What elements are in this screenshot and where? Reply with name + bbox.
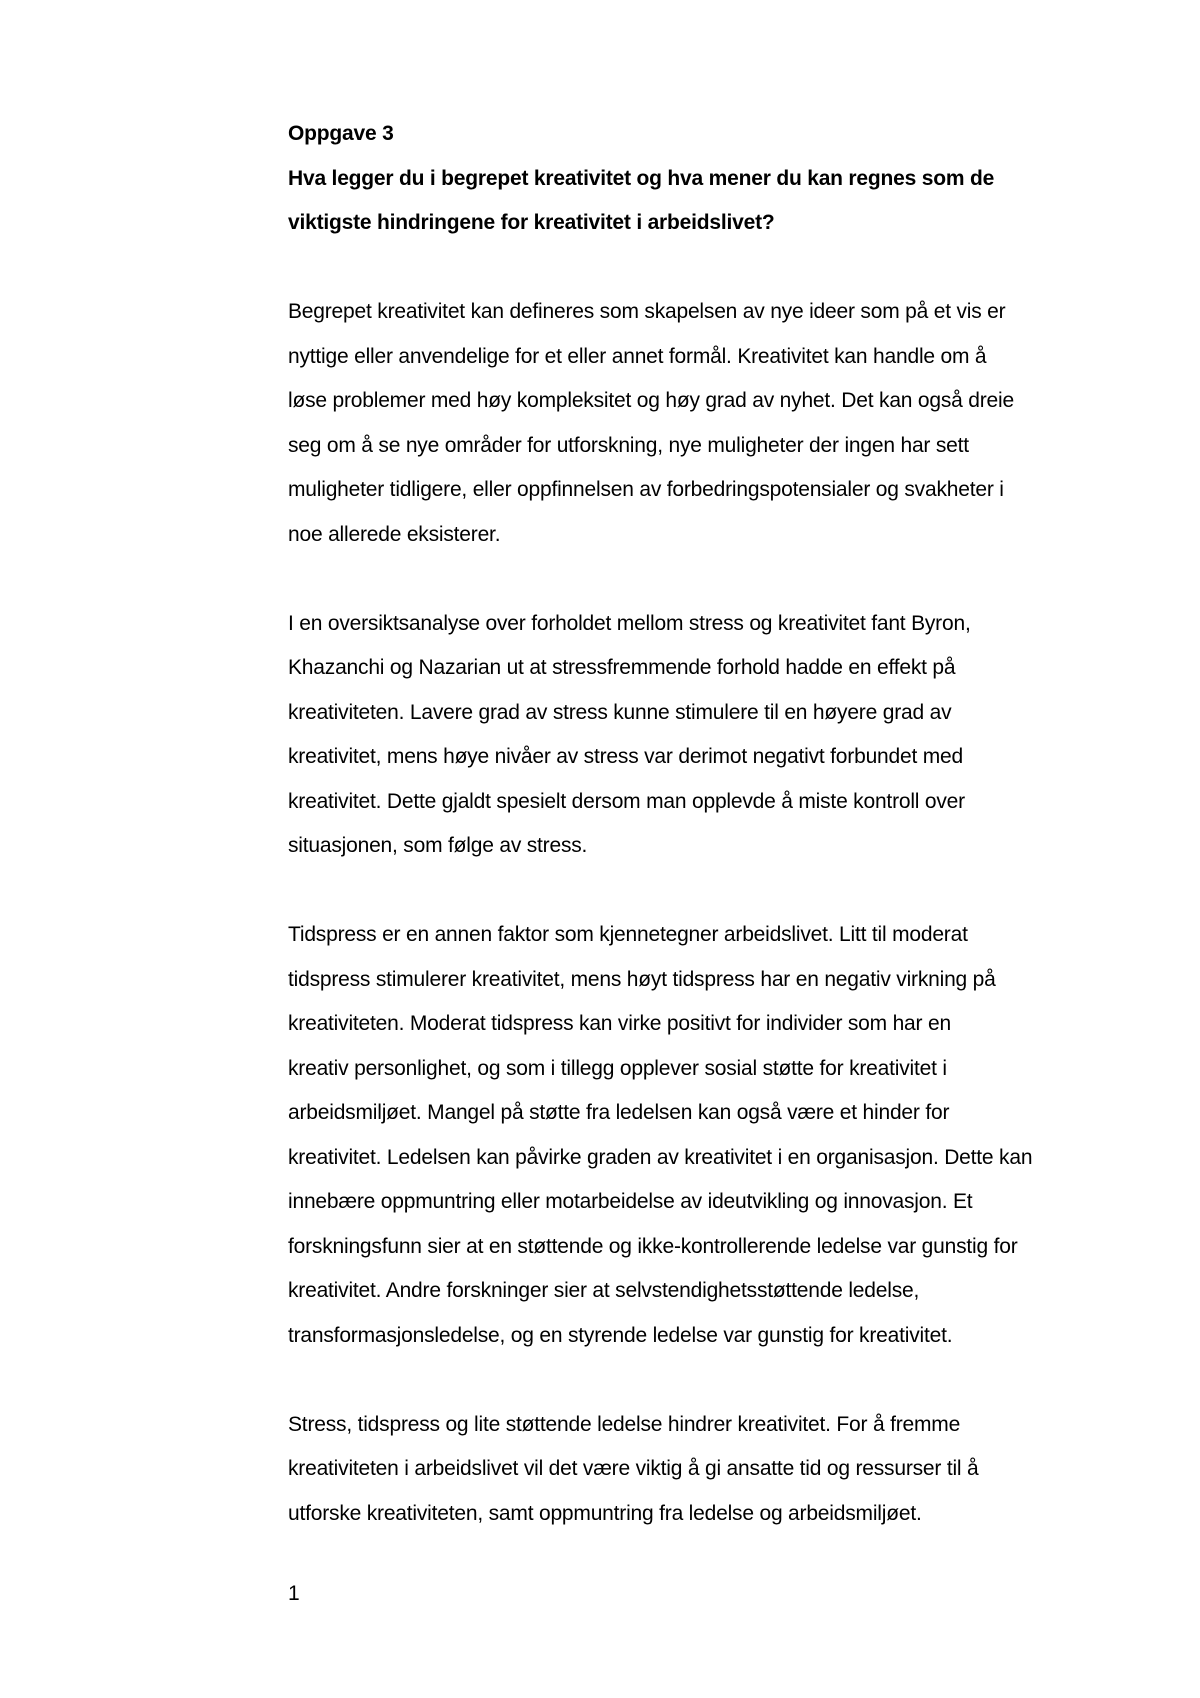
paragraph-definition — [288, 290, 1108, 557]
text-line: kreativiteten. Moderat tidspress kan virke positivt for individer som har en — [288, 1012, 951, 1035]
text-line: nyttige eller anvendelige for et eller annet formål. Kreativitet kan handle om å — [288, 344, 987, 368]
text-line: seg om å se nye områder for utforskning, nye muligheter der ingen har sett — [288, 433, 969, 457]
text-line: kreativiteten i arbeidslivet vil det være viktig å gi ansatte tid og ressurser til å — [288, 1457, 979, 1480]
paragraph-stress — [288, 602, 1108, 869]
text-line: Tidspress er en annen faktor som kjennetegner arbeidslivet. Litt til moderat — [288, 923, 968, 946]
paragraph-spacer — [288, 557, 1108, 602]
text-line: tidspress stimulerer kreativitet, mens høyt tidspress har en negativ virkning på — [288, 967, 996, 991]
text-line: noe allerede eksisterer. — [288, 522, 501, 546]
text-line: løse problemer med høy kompleksitet og høy grad av nyhet. Det kan også dreie — [288, 389, 1014, 412]
text-line: situasjonen, som følge av stress. — [288, 834, 588, 857]
text-line: kreativitet. Ledelsen kan påvirke graden av kreativitet i en organisasjon. Dette kan — [288, 1145, 1033, 1169]
text-line: utforske kreativiteten, samt oppmuntring fra ledelse og arbeidsmiljøet. — [288, 1501, 922, 1525]
task-heading: Oppgave 3 — [288, 122, 394, 145]
text-line: I en oversiktsanalyse over forholdet mellom stress og kreativitet fant Byron, — [288, 611, 971, 635]
text-line: forskningsfunn sier at en støttende og ikke-kontrollerende ledelse var gunstig for — [288, 1234, 1018, 1258]
paragraph-spacer — [288, 246, 1108, 291]
text-line: Stress, tidspress og lite støttende ledelse hindrer kreativitet. For å fremme — [288, 1412, 961, 1436]
text-line: muligheter tidligere, eller oppfinnelsen av forbedringspotensialer og svakheter i — [288, 478, 1004, 501]
page-number: 1 — [288, 1582, 300, 1605]
text-line: kreativitet, mens høye nivåer av stress var derimot negativt forbundet med — [288, 745, 964, 768]
question-line: viktigste hindringene for kreativitet i arbeidslivet? — [288, 211, 775, 234]
text-line: arbeidsmiljøet. Mangel på støtte fra ledelsen kan også være et hinder for — [288, 1101, 950, 1124]
paragraph-spacer — [288, 1358, 1108, 1403]
document-body — [288, 112, 1108, 1536]
question-line: Hva legger du i begrepet kreativitet og hva mener du kan regnes som de — [288, 166, 995, 190]
text-line: kreativiteten. Lavere grad av stress kunne stimulere til en høyere grad av — [288, 700, 952, 724]
text-line: kreativitet. Dette gjaldt spesielt dersom man opplevde å miste kontroll over — [288, 789, 965, 813]
text-line: innebære oppmuntring eller motarbeidelse av ideutvikling og innovasjon. Et — [288, 1190, 973, 1213]
paragraph-time-pressure — [288, 913, 1108, 1358]
text-line: kreativitet. Andre forskninger sier at selvstendighetsstøttende ledelse, — [288, 1279, 920, 1302]
paragraph-spacer — [288, 869, 1108, 914]
text-line: kreativ personlighet, og som i tillegg opplever sosial støtte for kreativitet i — [288, 1056, 947, 1080]
text-line: Khazanchi og Nazarian ut at stressfremmende forhold hadde en effekt på — [288, 656, 956, 679]
text-line: Begrepet kreativitet kan defineres som skapelsen av nye ideer som på et vis er — [288, 300, 1006, 323]
paragraph-conclusion — [288, 1403, 1108, 1537]
text-line: transformasjonsledelse, og en styrende ledelse var gunstig for kreativitet. — [288, 1323, 953, 1347]
